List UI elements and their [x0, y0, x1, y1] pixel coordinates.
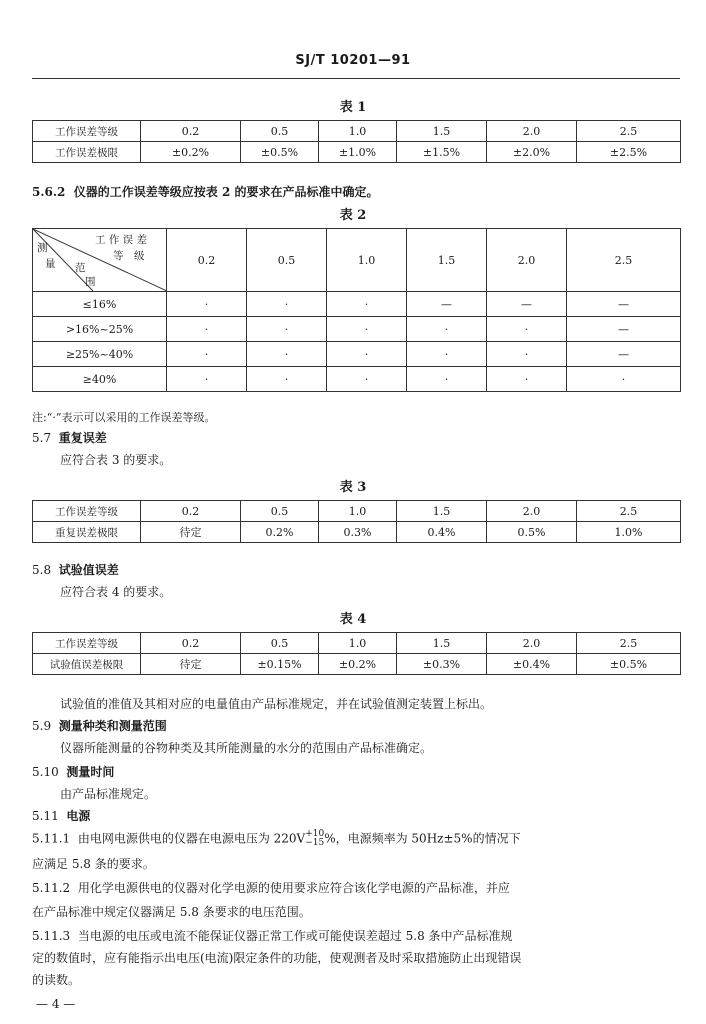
table2-grade-header: 2.0	[487, 229, 567, 292]
table2-cell: —	[567, 342, 681, 367]
table2-cell: ·	[167, 317, 247, 342]
table3-cell: 待定	[141, 522, 241, 543]
table3-cell: 1.5	[397, 501, 487, 522]
table2-cell: ·	[167, 342, 247, 367]
table2-corner-cell	[33, 229, 167, 292]
section-5-11-1	[32, 830, 521, 848]
table4-cell: ±0.2%	[319, 654, 397, 675]
table1-cell: 0.2	[141, 121, 241, 142]
section-text: 仪器的工作误差等级应按表 2 的要求在产品标准中确定。	[73, 185, 379, 199]
table2-cell: ·	[247, 292, 327, 317]
table3-cell: 2.5	[577, 501, 681, 522]
table3-cell: 2.0	[487, 501, 577, 522]
table4-cell: 待定	[141, 654, 241, 675]
table4-cell: 1.5	[397, 633, 487, 654]
table4-cell: ±0.5%	[577, 654, 681, 675]
table2-cell: ·	[167, 367, 247, 392]
table4-cell: 2.5	[577, 633, 681, 654]
table2-cell: ·	[407, 367, 487, 392]
section-5-7	[32, 430, 107, 446]
corner-label-ce: 测	[37, 242, 48, 254]
table2-range-label: ≤16%	[33, 292, 167, 317]
table1-cell: 2.0	[487, 121, 577, 142]
section-text: 当电源的电压或电流不能保证仪器正常工作或可能使误差超过 5.8 条中产品标准规	[77, 929, 513, 943]
table2-range-label: ≥40%	[33, 367, 167, 392]
table4-title: 表 4	[339, 612, 367, 627]
section-5-10-text: 由产品标准规定。	[60, 787, 157, 801]
table3-cell: 1.0	[319, 501, 397, 522]
section-text-post: %，电源频率为 50Hz±5%的情况下	[324, 831, 521, 846]
table4-cell: 0.2	[141, 633, 241, 654]
section-number: 5.11.3	[32, 929, 71, 943]
table1-row1-label: 工作误差等级	[33, 121, 141, 142]
table3-row-limit	[33, 522, 681, 543]
table2-cell: ·	[327, 317, 407, 342]
section-5-8	[32, 562, 119, 578]
table4-row-limit	[33, 654, 681, 675]
table1-cell: 0.5	[241, 121, 319, 142]
section-5-9-text: 仪器所能测量的谷物种类及其所能测量的水分的范围由产品标准确定。	[60, 741, 433, 755]
table3-row1-label: 工作误差等级	[33, 501, 141, 522]
tolerance-minus: −15	[305, 838, 325, 848]
section-5-11-3	[32, 928, 513, 944]
table4	[32, 632, 681, 675]
table3-cell: 0.2	[141, 501, 241, 522]
table2-cell: ·	[487, 367, 567, 392]
paragraph-test-value: 试验值的准值及其相对应的电量值由产品标准规定，并在试验值测定装置上标出。	[60, 697, 493, 711]
table2-cell: ·	[247, 367, 327, 392]
table2-title: 表 2	[339, 208, 367, 223]
section-number: 5.10	[32, 765, 59, 779]
table1-cell: ±2.0%	[487, 142, 577, 163]
table4-cell: ±0.3%	[397, 654, 487, 675]
table2-row	[33, 292, 681, 317]
table1-cell: ±0.2%	[141, 142, 241, 163]
section-5-11-2-line2: 在产品标准中规定仪器满足 5.8 条要求的电压范围。	[32, 905, 311, 919]
table3-cell: 1.0%	[577, 522, 681, 543]
table1-cell: ±2.5%	[577, 142, 681, 163]
voltage-tolerance	[305, 830, 324, 848]
table3-row2-label: 重复误差极限	[33, 522, 141, 543]
table2-grade-header: 1.0	[327, 229, 407, 292]
section-text: 用化学电源供电的仪器对化学电源的使用要求应符合该化学电源的产品标准，并应	[77, 881, 510, 895]
section-5-9	[32, 718, 167, 734]
table2-cell: ·	[327, 342, 407, 367]
table2	[32, 228, 681, 392]
table3-row-grade	[33, 501, 681, 522]
section-5-8-text: 应符合表 4 的要求。	[60, 585, 172, 599]
section-5-11-3-line3: 的读数。	[32, 973, 81, 987]
section-title: 重复误差	[58, 431, 107, 445]
table4-row2-label: 试验值误差极限	[33, 654, 141, 675]
table4-cell: 0.5	[241, 633, 319, 654]
section-text-pre: 由电网电源供电的仪器在电源电压为 220V	[77, 831, 306, 846]
table4-row1-label: 工作误差等级	[33, 633, 141, 654]
page-number: — 4 —	[36, 997, 76, 1011]
table2-cell: ·	[487, 317, 567, 342]
section-number: 5.11	[32, 809, 59, 823]
table1-cell: 1.5	[397, 121, 487, 142]
section-5-10	[32, 764, 114, 780]
section-title: 电源	[66, 809, 91, 823]
table2-cell: ·	[567, 367, 681, 392]
section-number: 5.6.2	[32, 185, 66, 199]
table2-cell: ·	[327, 367, 407, 392]
section-5-6-2	[32, 184, 378, 200]
table3-cell: 0.4%	[397, 522, 487, 543]
table1-cell: ±1.0%	[319, 142, 397, 163]
table1-cell: 1.0	[319, 121, 397, 142]
table3-title: 表 3	[339, 480, 367, 495]
table2-cell: ·	[247, 342, 327, 367]
table1-cell: 2.5	[577, 121, 681, 142]
table2-grade-header: 1.5	[407, 229, 487, 292]
table2-cell: ·	[167, 292, 247, 317]
section-number: 5.11.1	[32, 831, 71, 846]
table4-row-grade	[33, 633, 681, 654]
table1-row-grade	[33, 121, 681, 142]
table2-header-row	[33, 229, 681, 292]
table3-cell: 0.3%	[319, 522, 397, 543]
tolerance-plus: +10	[305, 829, 325, 839]
corner-label-liang: 量	[45, 258, 56, 270]
section-title: 测量时间	[66, 765, 115, 779]
table2-grade-header: 2.5	[567, 229, 681, 292]
table2-row	[33, 317, 681, 342]
table3	[32, 500, 681, 543]
table1	[32, 120, 681, 163]
header-rule	[32, 78, 680, 79]
table2-cell: ·	[487, 342, 567, 367]
table3-cell: 0.2%	[241, 522, 319, 543]
table1-row-limit	[33, 142, 681, 163]
section-number: 5.8	[32, 563, 52, 577]
table2-row	[33, 367, 681, 392]
table2-cell: ·	[247, 317, 327, 342]
table2-note: 注:“·”表示可以采用的工作误差等级。	[32, 411, 216, 424]
section-number: 5.9	[32, 719, 52, 733]
table1-title: 表 1	[339, 100, 367, 115]
table2-grade-header: 0.5	[247, 229, 327, 292]
table3-cell: 0.5	[241, 501, 319, 522]
table2-range-label: ≥25%~40%	[33, 342, 167, 367]
table2-cell: —	[487, 292, 567, 317]
corner-label-wei: 围	[85, 276, 96, 288]
table2-cell: ·	[407, 342, 487, 367]
corner-label-top: 工 作 误 差	[95, 234, 148, 246]
corner-label-grade: 等 级	[113, 250, 145, 262]
table4-cell: 2.0	[487, 633, 577, 654]
table4-cell: ±0.4%	[487, 654, 577, 675]
table1-cell: ±0.5%	[241, 142, 319, 163]
table2-grade-header: 0.2	[167, 229, 247, 292]
table2-cell: —	[407, 292, 487, 317]
table3-cell: 0.5%	[487, 522, 577, 543]
section-5-11-2	[32, 880, 510, 896]
table2-cell: —	[567, 317, 681, 342]
table2-cell: ·	[327, 292, 407, 317]
table1-row2-label: 工作误差极限	[33, 142, 141, 163]
section-title: 试验值误差	[58, 563, 119, 577]
section-number: 5.11.2	[32, 881, 71, 895]
table4-cell: 1.0	[319, 633, 397, 654]
standard-number: SJ/T 10201—91	[295, 53, 411, 68]
section-title: 测量种类和测量范围	[58, 719, 167, 733]
section-5-11-1-line2: 应满足 5.8 条的要求。	[32, 857, 155, 871]
table2-range-label: >16%~25%	[33, 317, 167, 342]
section-5-11-3-line2: 定的数值时，应有能指示出电压(电流)限定条件的功能，使观测者及时采取措施防止出现错误	[32, 951, 522, 965]
table1-cell: ±1.5%	[397, 142, 487, 163]
table2-row	[33, 342, 681, 367]
section-5-11	[32, 808, 90, 824]
section-number: 5.7	[32, 431, 52, 445]
table2-cell: ·	[407, 317, 487, 342]
table4-cell: ±0.15%	[241, 654, 319, 675]
table2-cell: —	[567, 292, 681, 317]
corner-label-fan: 范	[75, 262, 86, 274]
section-5-7-text: 应符合表 3 的要求。	[60, 453, 172, 467]
